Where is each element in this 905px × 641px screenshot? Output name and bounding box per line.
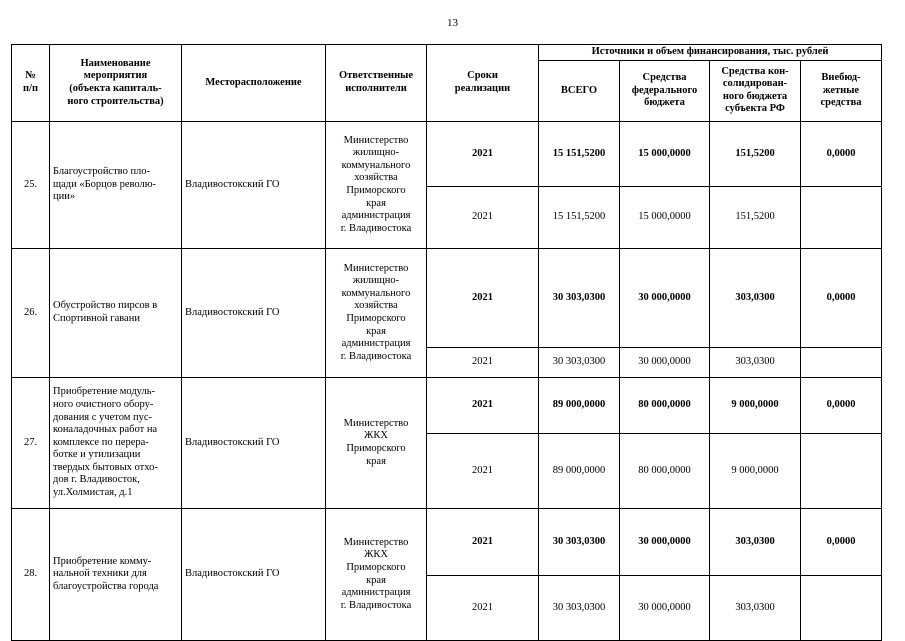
cell-total: 30 303,0300 <box>539 348 620 378</box>
cell-year: 2021 <box>427 576 539 641</box>
row-location: Владивостокский ГО <box>182 509 326 641</box>
cell-consolidated: 9 000,0000 <box>710 378 801 434</box>
cell-federal: 30 000,0000 <box>620 348 710 378</box>
cell-total: 15 151,5200 <box>539 122 620 187</box>
cell-federal: 15 000,0000 <box>620 187 710 249</box>
row-executors: Министерство жилищно- коммунального хозяйства Приморского края администрация г. Владивостока <box>326 122 427 249</box>
cell-total: 15 151,5200 <box>539 187 620 249</box>
table-row <box>12 122 882 187</box>
cell-year: 2021 <box>427 348 539 378</box>
cell-federal: 15 000,0000 <box>620 122 710 187</box>
cell-year: 2021 <box>427 122 539 187</box>
row-num: 26. <box>12 249 50 378</box>
row-executors: Министерство жилищно- коммунального хозяйства Приморского края администрация г. Владивостока <box>326 249 427 378</box>
cell-total: 89 000,0000 <box>539 378 620 434</box>
header-executors: Ответственные исполнители <box>326 45 427 122</box>
cell-total: 89 000,0000 <box>539 434 620 509</box>
cell-federal: 80 000,0000 <box>620 378 710 434</box>
header-funding-group: Источники и объем финансирования, тыс. рублей <box>539 45 882 61</box>
row-num: 28. <box>12 509 50 641</box>
cell-consolidated: 303,0300 <box>710 509 801 576</box>
cell-year: 2021 <box>427 187 539 249</box>
row-name: Приобретение комму- нальной техники для благоустройства города <box>50 509 182 641</box>
cell-total: 30 303,0300 <box>539 509 620 576</box>
cell-federal: 30 000,0000 <box>620 509 710 576</box>
header-num: № п/п <box>12 45 50 122</box>
header-total: ВСЕГО <box>539 60 620 121</box>
cell-federal: 30 000,0000 <box>620 576 710 641</box>
row-name: Приобретение модуль- ного очистного обору- дования с учетом пус- коналадочных работ на комплексе по перера- ботке и утилизации твердых бытовых отхо- дов г. Владивосток, ул.Холмистая, д.1 <box>50 378 182 509</box>
cell-year: 2021 <box>427 434 539 509</box>
row-executors: Министерство ЖКХ Приморского края <box>326 378 427 509</box>
cell-year: 2021 <box>427 249 539 348</box>
header-consolidated: Средства кон- солидирован- ного бюджета субъекта РФ <box>710 60 801 121</box>
funding-table <box>11 44 882 641</box>
cell-consolidated: 303,0300 <box>710 348 801 378</box>
cell-extrabudget: 0,0000 <box>801 249 882 348</box>
header-extrabudget: Внебюд- жетные средства <box>801 60 882 121</box>
cell-consolidated: 151,5200 <box>710 122 801 187</box>
cell-extrabudget: 0,0000 <box>801 122 882 187</box>
cell-total: 30 303,0300 <box>539 576 620 641</box>
cell-consolidated: 303,0300 <box>710 576 801 641</box>
row-location: Владивостокский ГО <box>182 378 326 509</box>
row-name: Благоустройство пло- щади «Борцов револю- ции» <box>50 122 182 249</box>
header-federal: Средства федерального бюджета <box>620 60 710 121</box>
cell-consolidated: 303,0300 <box>710 249 801 348</box>
cell-extrabudget <box>801 187 882 249</box>
row-num: 27. <box>12 378 50 509</box>
row-name: Обустройство пирсов в Спортивной гавани <box>50 249 182 378</box>
table-row <box>12 509 882 576</box>
table-row <box>12 378 882 434</box>
cell-extrabudget <box>801 434 882 509</box>
cell-year: 2021 <box>427 509 539 576</box>
cell-total: 30 303,0300 <box>539 249 620 348</box>
cell-extrabudget: 0,0000 <box>801 509 882 576</box>
header-terms: Сроки реализации <box>427 45 539 122</box>
row-num: 25. <box>12 122 50 249</box>
row-location: Владивостокский ГО <box>182 122 326 249</box>
cell-year: 2021 <box>427 378 539 434</box>
page-number: 13 <box>447 17 458 29</box>
cell-consolidated: 151,5200 <box>710 187 801 249</box>
cell-extrabudget <box>801 348 882 378</box>
row-location: Владивостокский ГО <box>182 249 326 378</box>
cell-extrabudget: 0,0000 <box>801 378 882 434</box>
cell-federal: 30 000,0000 <box>620 249 710 348</box>
header-name: Наименование мероприятия (объекта капиталь- ного строительства) <box>50 45 182 122</box>
row-executors: Министерство ЖКХ Приморского края администрация г. Владивостока <box>326 509 427 641</box>
cell-federal: 80 000,0000 <box>620 434 710 509</box>
header-location: Месторасположение <box>182 45 326 122</box>
cell-consolidated: 9 000,0000 <box>710 434 801 509</box>
table-row <box>12 249 882 348</box>
cell-extrabudget <box>801 576 882 641</box>
